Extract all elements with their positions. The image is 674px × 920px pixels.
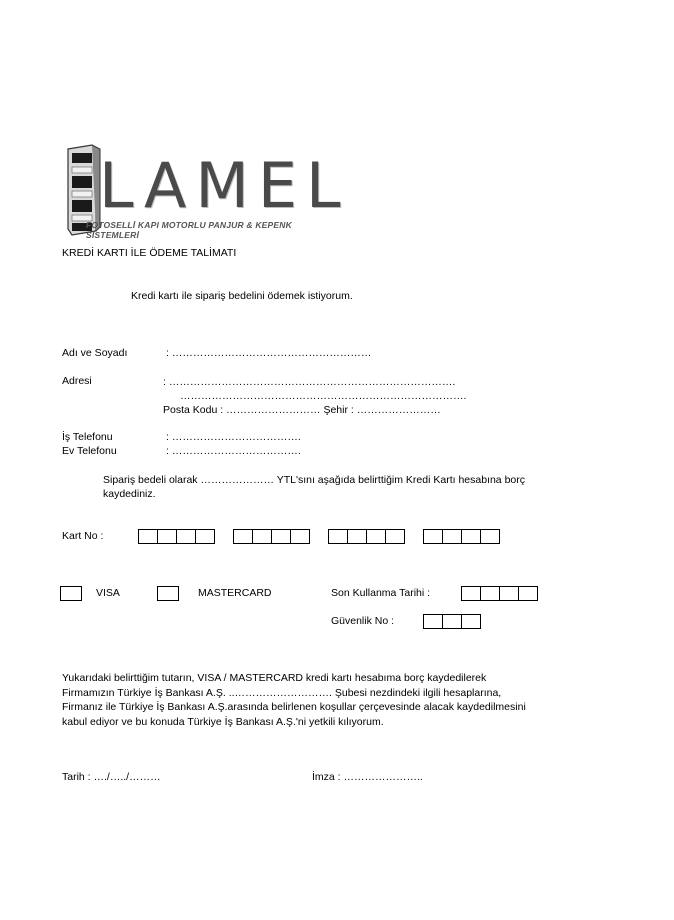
authorization-line-4: kabul ediyor ve bu konuda Türkiye İş Bankası A.Ş.'ni yetkili kılıyorum. (62, 716, 384, 728)
visa-label: VISA (96, 587, 120, 599)
logo-subtitle: FOTOSELLİ KAPI MOTORLU PANJUR & KEPENK SİSTEMLERİ (86, 220, 292, 240)
charge-statement-line-2: kaydediniz. (103, 488, 156, 500)
work-phone-label: İş Telefonu (62, 431, 113, 443)
mastercard-checkbox[interactable] (157, 586, 179, 601)
address-line-1[interactable]: : ………………………………………………………………………. (163, 376, 456, 388)
home-phone-label: Ev Telefonu (62, 445, 117, 457)
mastercard-label: MASTERCARD (198, 587, 272, 599)
expiry-date-boxes[interactable] (461, 586, 538, 601)
security-number-boxes[interactable] (423, 614, 481, 629)
intro-text: Kredi kartı ile sipariş bedelini ödemek istiyorum. (131, 290, 353, 302)
visa-checkbox[interactable] (60, 586, 82, 601)
authorization-line-2: Firmamızın Türkiye İş Bankası A.Ş. ..………………………. Şubesi nezdindeki ilgili hesaplarına, (62, 687, 502, 699)
name-label: Adı ve Soyadı (62, 347, 128, 359)
form-title: KREDİ KARTI İLE ÖDEME TALİMATI (62, 247, 237, 259)
home-phone-field[interactable]: : ………………………………. (166, 445, 301, 457)
company-logo (62, 143, 350, 240)
signature-field[interactable]: İmza : ………………….. (312, 771, 423, 783)
card-number-label: Kart No : (62, 530, 104, 542)
security-number-label: Güvenlik No : (331, 615, 395, 627)
charge-statement-line-1: Sipariş bedeli olarak ………………… YTL'sını aşağıda belirttiğim Kredi Kartı hesabına borç (103, 474, 525, 486)
address-line-2[interactable]: ………………………………………………………………………. (180, 390, 467, 402)
card-number-group-1[interactable] (138, 529, 215, 544)
logo-wordmark: LAMEL (99, 149, 350, 222)
name-field[interactable]: : ………………………………………………… (166, 347, 372, 359)
authorization-line-3: Firmanız ile Türkiye İş Bankası A.Ş.arasında belirlenen koşullar çerçevesinde alacak kaydedilmesini (62, 701, 526, 713)
date-field[interactable]: Tarih : …./…../……… (62, 771, 161, 783)
card-number-group-4[interactable] (423, 529, 500, 544)
expiry-label: Son Kullanma Tarihi : (331, 587, 431, 599)
work-phone-field[interactable]: : ………………………………. (166, 431, 301, 443)
authorization-line-1: Yukarıdaki belirttiğim tutarın, VISA / MASTERCARD kredi kartı hesabıma borç kaydedilerek (62, 672, 487, 684)
address-label: Adresi (62, 375, 92, 387)
card-number-group-2[interactable] (233, 529, 310, 544)
postal-city-line[interactable]: Posta Kodu : ……………………… Şehir : …………………… (163, 404, 441, 416)
card-number-group-3[interactable] (328, 529, 405, 544)
